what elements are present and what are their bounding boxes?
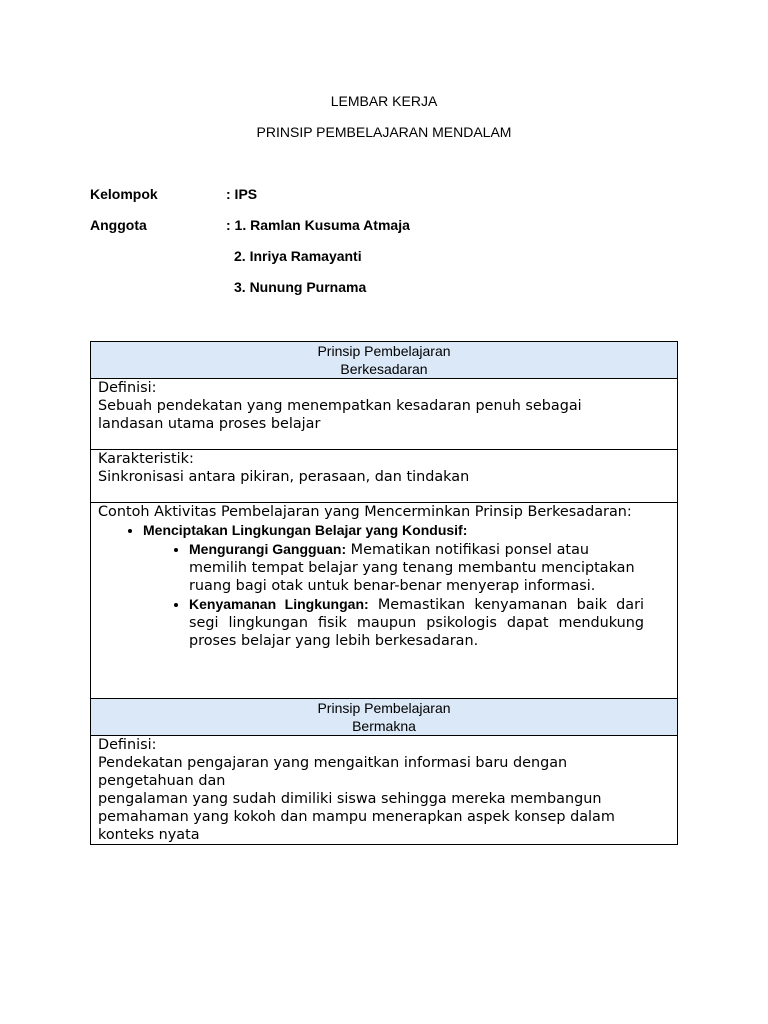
section2-definisi-line: Pendekatan pengajaran yang mengaitkan informasi baru dengan [98,755,568,771]
contoh-subitem [189,595,670,650]
document-subtitle: PRINSIP PEMBELAJARAN MENDALAM [256,124,512,140]
section1-definisi-cell [91,379,678,450]
principles-table [90,341,678,845]
subitem-1-text: Mematikan notifikasi ponsel atau memilih tempat belajar yang tenang membantu menciptakan ruang bagi otak untuk benar-benar menyerap informasi. [189,542,635,594]
subitem-2-text: Memastikan kenyamanan baik dari segi lingkungan fisik maupun psikologis dapat mendukung proses belajar yang lebih berkesadaran. [189,597,644,649]
section2-definisi-label: Definisi: [98,737,157,753]
section1-definisi-label: Definisi: [98,380,157,396]
section2-definisi-cell [91,736,678,845]
anggota-label: Anggota [90,217,147,233]
section2-heading [91,699,678,736]
section2-definisi-line: pengalaman yang sudah dimiliki siswa sehingga mereka membangun [98,791,602,807]
section2-heading-line2: Bermakna [352,718,416,734]
contoh-list [98,521,670,650]
section2-definisi-line: pengetahuan dan [98,773,226,789]
section1-karakteristik-cell [91,450,678,503]
kelompok-label: Kelompok [90,186,158,202]
member-1: : 1. Ramlan Kusuma Atmaja [226,217,410,233]
section1-contoh-label: Contoh Aktivitas Pembelajaran yang Mencerminkan Prinsip Berkesadaran: [98,504,632,520]
section2-definisi-line: konteks nyata [98,827,200,843]
contoh-sublist [143,540,670,650]
section1-definisi-line: Sebuah pendekatan yang menempatkan kesadaran penuh sebagai [98,398,582,414]
section1-heading-line1: Prinsip Pembelajaran [317,343,451,359]
member-3: 3. Nunung Purnama [234,279,367,295]
contoh-list-item [143,521,670,650]
member-2: 2. Inriya Ramayanti [234,248,362,264]
section1-karakteristik-label: Karakteristik: [98,451,194,467]
kelompok-value: : IPS [226,186,258,202]
section1-heading [91,342,678,379]
section2-heading-line1: Prinsip Pembelajaran [317,700,451,716]
section1-heading-line2: Berkesadaran [340,361,428,377]
section1-karakteristik-text: Sinkronisasi antara pikiran, perasaan, dan tindakan [98,469,470,485]
section1-definisi-line: landasan utama proses belajar [98,416,321,432]
subitem-1-title: Mengurangi Gangguan: [189,541,347,557]
document-title: LEMBAR KERJA [330,93,438,109]
subitem-2-title: Kenyamanan Lingkungan: [189,596,369,612]
contoh-subitem [189,540,670,595]
section1-contoh-cell [91,503,678,699]
contoh-bullet-title: Menciptakan Lingkungan Belajar yang Kondusif: [143,522,468,538]
section2-definisi-line: pemahaman yang kokoh dan mampu menerapkan aspek konsep dalam [98,809,615,825]
